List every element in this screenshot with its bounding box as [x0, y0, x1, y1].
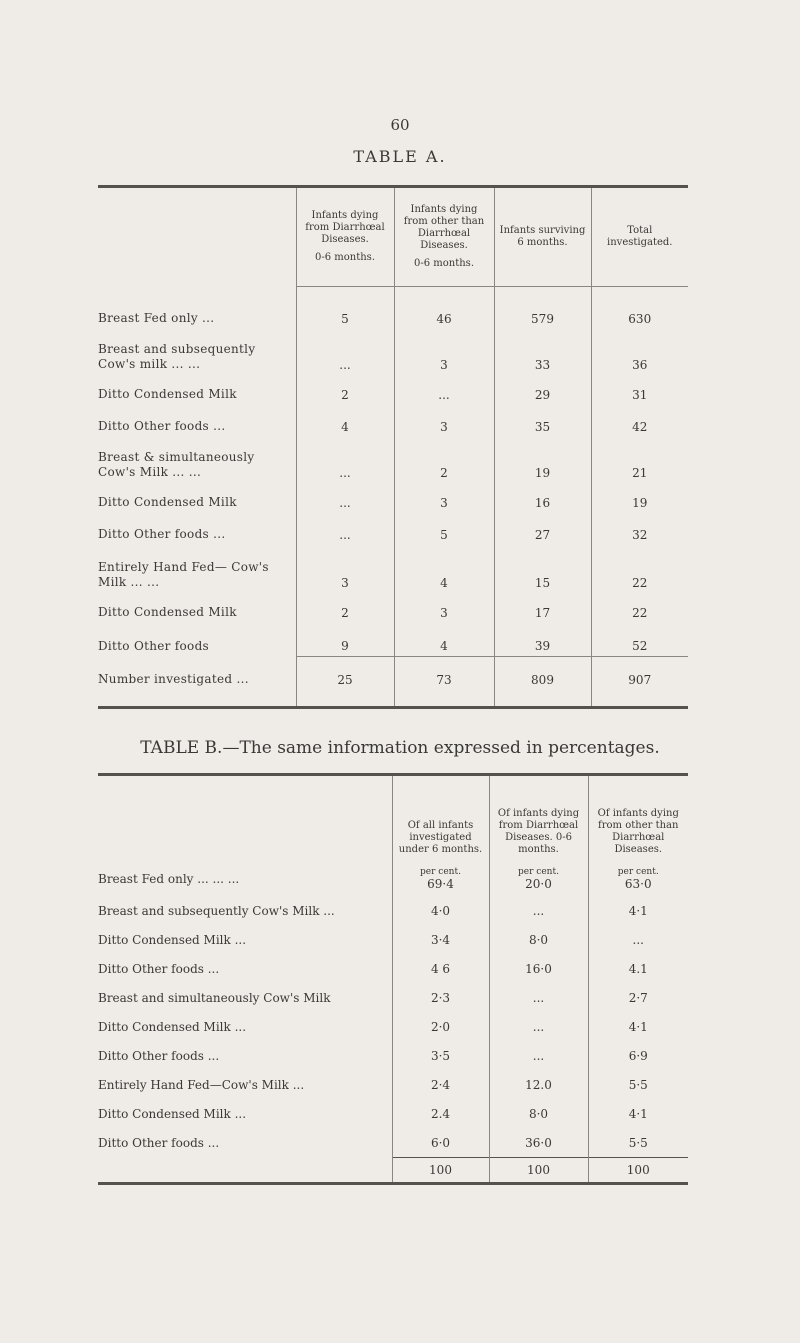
- table-row: [98, 862, 688, 896]
- table-row: [98, 925, 688, 954]
- cell: 5: [296, 287, 394, 329]
- cell: 579: [494, 287, 591, 329]
- table-row: [98, 1070, 688, 1099]
- row-label: Ditto Condensed Milk ...: [98, 1106, 247, 1121]
- table-row: [98, 983, 688, 1012]
- row-label: Breast and simultaneously Cow's Milk: [98, 990, 331, 1005]
- cell: 2·7: [588, 983, 688, 1012]
- cell: ...: [296, 513, 394, 545]
- cell: 36·0: [489, 1128, 588, 1158]
- cell: 630: [591, 287, 688, 329]
- table-row: [98, 954, 688, 983]
- cell: 73: [394, 657, 494, 708]
- column-header-diarrhoeal-pct: Of infants dying from Diarrhœal Diseases. 0-6 months.: [489, 775, 588, 863]
- cell: 3: [394, 593, 494, 623]
- cell: 2·4: [392, 1070, 489, 1099]
- row-label: Ditto Other foods ...: [98, 418, 226, 433]
- cell: 3·4: [392, 925, 489, 954]
- cell: 4: [296, 405, 394, 437]
- cell: 31: [591, 375, 688, 405]
- table-row: [98, 1012, 688, 1041]
- unit-label: per cent.: [617, 867, 659, 877]
- cell: 22: [591, 545, 688, 593]
- row-label: Breast and subsequently Cow's Milk ...: [98, 903, 335, 918]
- row-label: Ditto Other foods: [98, 638, 210, 653]
- table-row: [98, 483, 688, 513]
- cell: 6·9: [588, 1041, 688, 1070]
- cell: 42: [591, 405, 688, 437]
- column-header-other-diseases: Infants dying from other than Diarrhœal Diseases. 0-6 months.: [394, 187, 494, 287]
- cell: 100: [489, 1158, 588, 1184]
- table-total-row: [98, 657, 688, 708]
- cell: 22: [591, 593, 688, 623]
- table-row: [98, 623, 688, 657]
- cell: 2·0: [392, 1012, 489, 1041]
- cell: 6·0: [392, 1128, 489, 1158]
- cell: 33: [494, 329, 591, 375]
- cell: 809: [494, 657, 591, 708]
- row-label: Ditto Other foods ...: [98, 1048, 220, 1063]
- table-row: [98, 545, 688, 593]
- row-label: Breast and subsequently Cow's milk ... ...: [98, 341, 256, 371]
- row-label: Breast Fed only ... ... ...: [98, 872, 240, 886]
- row-label: Ditto Condensed Milk: [98, 494, 237, 509]
- cell: 2: [394, 437, 494, 483]
- cell: ...: [296, 437, 394, 483]
- unit-label: per cent.: [420, 867, 461, 877]
- cell: 3: [394, 329, 494, 375]
- row-label: Ditto Condensed Milk: [98, 604, 237, 619]
- cell: 21: [591, 437, 688, 483]
- row-label: Ditto Other foods ...: [98, 1135, 220, 1150]
- cell: 19: [591, 483, 688, 513]
- table-b-title: TABLE B.—The same information expressed in percentages.: [140, 738, 660, 758]
- cell: 27: [494, 513, 591, 545]
- cell: 5·5: [588, 1070, 688, 1099]
- column-header-total: Total investigated.: [591, 187, 688, 287]
- table-a-header-row: [98, 187, 688, 287]
- cell: 4 6: [392, 954, 489, 983]
- cell: ...: [489, 1012, 588, 1041]
- table-row: [98, 437, 688, 483]
- table-b-header-row: [98, 775, 688, 863]
- table-row: [98, 1128, 688, 1158]
- column-header-surviving: Infants surviving 6 months.: [494, 187, 591, 287]
- cell: per cent. 20·0: [489, 862, 588, 896]
- cell: per cent. 63·0: [588, 862, 688, 896]
- table-a-corner: [98, 187, 296, 287]
- cell: ...: [489, 896, 588, 925]
- cell: 2: [296, 375, 394, 405]
- total-label: Number investigated ...: [98, 672, 249, 687]
- cell: 46: [394, 287, 494, 329]
- cell: 4·0: [392, 896, 489, 925]
- table-row: [98, 1099, 688, 1128]
- table-total-row: [98, 1158, 688, 1184]
- cell: ...: [489, 983, 588, 1012]
- cell: 8·0: [489, 1099, 588, 1128]
- cell: 2: [296, 593, 394, 623]
- cell: 4·1: [588, 1099, 688, 1128]
- column-header-diarrhoeal: Infants dying from Diarrhœal Diseases. 0-6 months.: [296, 187, 394, 287]
- table-row: [98, 1041, 688, 1070]
- table-b-corner: [98, 775, 392, 863]
- cell: 2.4: [392, 1099, 489, 1128]
- table-b: [98, 773, 688, 1185]
- cell: per cent. 69·4: [392, 862, 489, 896]
- row-label: Ditto Condensed Milk ...: [98, 932, 247, 947]
- cell: ...: [489, 1041, 588, 1070]
- row-label: Ditto Condensed Milk ...: [98, 1019, 247, 1034]
- table-row: [98, 405, 688, 437]
- cell: 4·1: [588, 1012, 688, 1041]
- cell: 5: [394, 513, 494, 545]
- total-label: [98, 1158, 392, 1184]
- cell: 4: [394, 545, 494, 593]
- page-number: 60: [390, 116, 410, 134]
- row-label: Entirely Hand Fed— Cow's Milk ... ...: [98, 559, 269, 589]
- cell: 907: [591, 657, 688, 708]
- cell: 3: [394, 405, 494, 437]
- cell: 3: [394, 483, 494, 513]
- cell: 32: [591, 513, 688, 545]
- cell: 16·0: [489, 954, 588, 983]
- table-row: [98, 593, 688, 623]
- cell: 4.1: [588, 954, 688, 983]
- cell: ...: [296, 483, 394, 513]
- cell: 3: [296, 545, 394, 593]
- table-row: [98, 375, 688, 405]
- cell: 2·3: [392, 983, 489, 1012]
- table-row: [98, 896, 688, 925]
- row-label: Ditto Condensed Milk: [98, 386, 237, 401]
- column-header-other-pct: Of infants dying from other than Diarrhœal Diseases.: [588, 775, 688, 863]
- row-label: Breast & simultaneously Cow's Milk ... ...: [98, 449, 255, 479]
- cell: 36: [591, 329, 688, 375]
- cell: 35: [494, 405, 591, 437]
- cell: 4·1: [588, 896, 688, 925]
- cell: 16: [494, 483, 591, 513]
- column-header-all-infants: Of all infants investigated under 6 months.: [392, 775, 489, 863]
- row-label: Entirely Hand Fed—Cow's Milk ...: [98, 1077, 305, 1092]
- cell: ...: [296, 329, 394, 375]
- cell: 9: [296, 623, 394, 657]
- cell: 8·0: [489, 925, 588, 954]
- cell: 25: [296, 657, 394, 708]
- cell: 17: [494, 593, 591, 623]
- cell: 15: [494, 545, 591, 593]
- cell: 39: [494, 623, 591, 657]
- cell: 5·5: [588, 1128, 688, 1158]
- cell: ...: [588, 925, 688, 954]
- unit-label: per cent.: [518, 867, 559, 877]
- table-row: [98, 513, 688, 545]
- cell: 4: [394, 623, 494, 657]
- row-label: Ditto Other foods ...: [98, 961, 220, 976]
- cell: 29: [494, 375, 591, 405]
- cell: 19: [494, 437, 591, 483]
- cell: ...: [394, 375, 494, 405]
- table-a-title: TABLE A.: [353, 147, 447, 166]
- cell: 12.0: [489, 1070, 588, 1099]
- cell: 100: [588, 1158, 688, 1184]
- table-a: [98, 185, 688, 709]
- table-row: [98, 287, 688, 329]
- row-label: Breast Fed only ...: [98, 310, 215, 325]
- table-row: [98, 329, 688, 375]
- row-label: Ditto Other foods ...: [98, 526, 226, 541]
- cell: 3·5: [392, 1041, 489, 1070]
- cell: 52: [591, 623, 688, 657]
- cell: 100: [392, 1158, 489, 1184]
